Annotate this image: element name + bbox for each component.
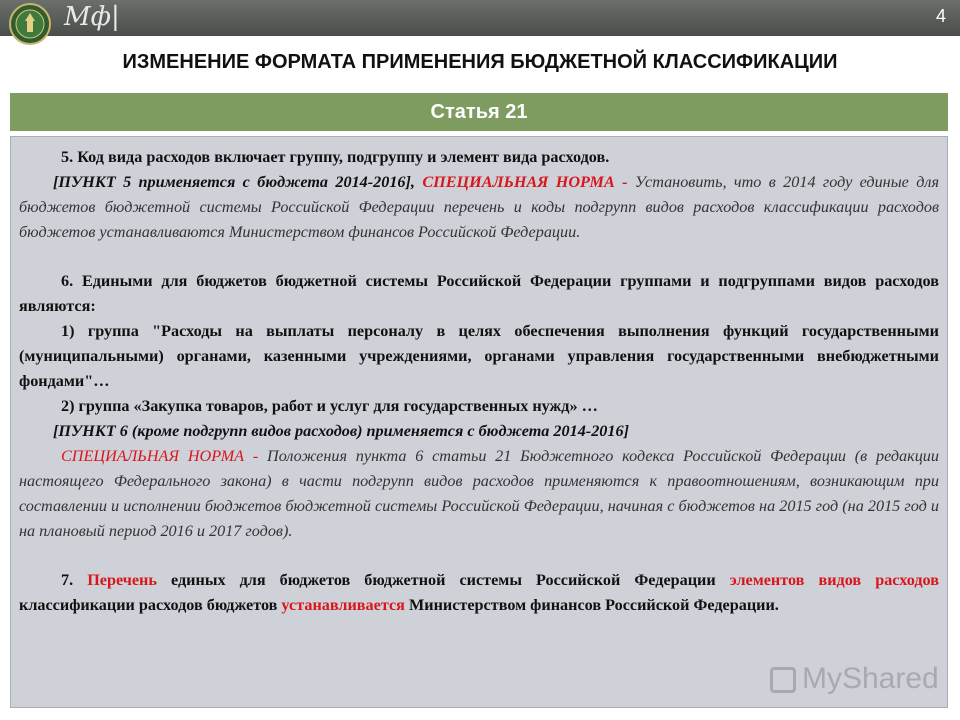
article-header: Статья 21 xyxy=(10,93,948,131)
watermark xyxy=(770,662,939,696)
page-title: ИЗМЕНЕНИЕ ФОРМАТА ПРИМЕНЕНИЯ БЮДЖЕТНОЙ КЛАССИФИКАЦИИ xyxy=(122,51,838,73)
p7-highlight: элементов видов расходов xyxy=(729,571,939,589)
top-bar xyxy=(0,0,960,36)
paragraph-5: 5. Код вида расходов включает группу, подгруппу и элемент вида расходов. xyxy=(61,148,610,166)
p7-text: классификации расходов бюджетов xyxy=(19,596,278,614)
special-norm-label: СПЕЦИАЛЬНАЯ НОРМА - xyxy=(422,173,628,191)
ministry-emblem-icon xyxy=(8,2,52,46)
content-panel xyxy=(10,136,948,708)
watermark-text: MyShared xyxy=(802,662,939,695)
special-norm-label: СПЕЦИАЛЬНАЯ НОРМА - xyxy=(61,447,259,465)
paragraph-6-note xyxy=(19,444,939,544)
p7-number: 7. xyxy=(61,571,74,589)
paragraph-6-note-label-line xyxy=(19,419,939,444)
p7-text: Министерством финансов Российской Федерации. xyxy=(408,596,779,614)
paragraph-6-item-2: 2) группа «Закупка товаров, работ и услуг для государственных нужд» … xyxy=(61,397,598,415)
paragraph-6: 6. Едиными для бюджетов бюджетной системы Российской Федерации группами и подгруппами видов расходов являются: xyxy=(19,272,939,315)
brand-mark: Мф| xyxy=(64,2,120,32)
p7-text: единых для бюджетов бюджетной системы Российской Федерации xyxy=(171,571,716,589)
p7-highlight: устанавливается xyxy=(281,596,405,614)
paragraph-6-item-1: 1) группа "Расходы на выплаты персоналу в целях обеспечения выполнения функций государственными (муниципальными) органами, казенными учреждениями, органами управления государственными внебюджетными фондами"… xyxy=(19,322,939,390)
watermark-icon xyxy=(770,667,796,693)
note-label: [ПУНКТ 6 (кроме подгрупп видов расходов) применяется с бюджета 2014-2016] xyxy=(53,422,629,440)
paragraph-7 xyxy=(19,568,939,618)
note-text: Установить, что в 2014 году единые для бюджетов бюджетной системы Российской Федерации перечень и коды подгрупп видов расходов классификации расходов бюджетов устанавливаются Министерством финансов Российской Федерации. xyxy=(19,173,940,241)
p7-highlight: Перечень xyxy=(87,571,157,589)
page-number: 4 xyxy=(935,6,946,26)
paragraph-5-note xyxy=(19,170,939,245)
note-label: [ПУНКТ 5 применяется с бюджета 2014-2016], xyxy=(53,173,415,191)
note-text: Положения пункта 6 статьи 21 Бюджетного кодекса Российской Федерации (в редакции настоящего Федерального закона) в части подгрупп видов расходов применяются к правоотношениям, возникающим при составлении и исполнении бюджетов бюджетной системы Российской Федерации, начиная с бюджетов на 2015 год (на 2015 год и на плановый период 2016 и 2017 годов). xyxy=(19,447,939,540)
